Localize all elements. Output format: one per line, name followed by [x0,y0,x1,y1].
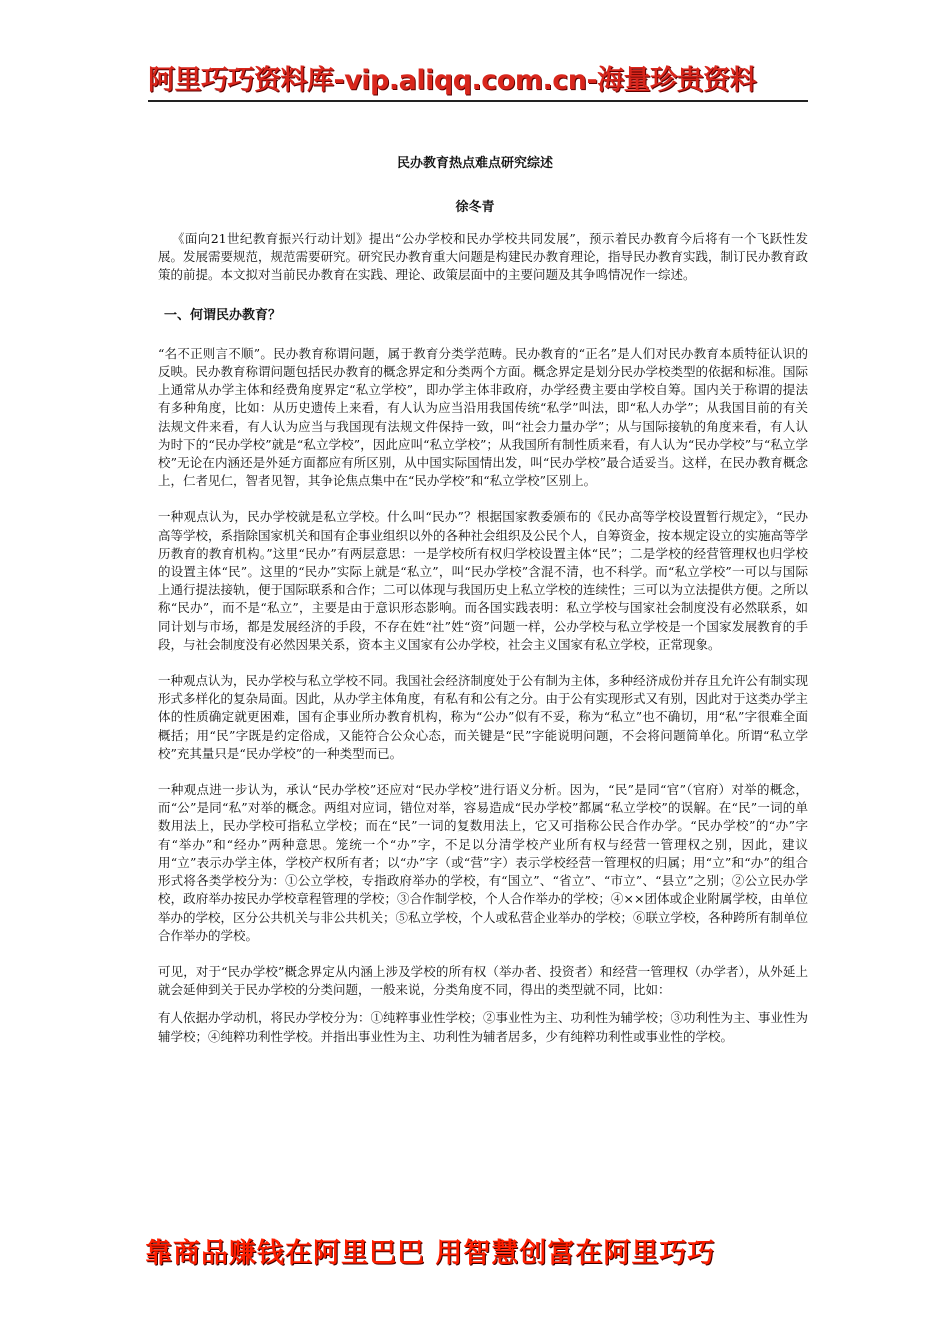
body-paragraph: 一种观点认为，民办学校与私立学校不同。我国社会经济制度处于公有制为主体，多种经济成份并存且允许公有制实现形式多样化的复杂局面。因此，从办学主体角度，有私有和公有之分。由于公有实现形式又有别，因此对于这类办学主体的性质确定就更困难，国有企事业所办教育机构，称为“公办”似有不妥，称为“私立”也不确切，用“私”字很难全面概括；用“民”字既是约定俗成，又能符合公众心态，而关键是“民”字能说明问题，不会将问题简单化。所谓“私立学校”充其量只是“民办学校”的一种类型而已。 [158,673,809,761]
body-paragraph: 一种观点进一步认为，承认“民办学校”还应对“民办学校”进行语义分析。因为，“民”是同“官”（官府）对举的概念，而“公”是同“私”对举的概念。两组对应词，错位对举，容易造成“民办学校”都属“私立学校”的误解。在“民”一词的单数用法上，民办学校可指私立学校；而在“民”一词的复数用法上，它又可指称公民合作办学。“民办学校”的“办”字有“举办”和“经办”两种意思。笼统一个“办”字，不足以分清学校产业所有权与经营一管理权之别，因此，建议用“立”表示办学主体，学校产权所有者；以“办”字（或“营”字）表示学校经营一管理权的归属；用“立”和“办”的组合形式将各类学校分为：①公立学校，专指政府举办的学校，有“国立”、“省立”、“市立”、“县立”之别；②公立民办学校，政府举办按民办学校章程管理的学校；③合作制学校，个人合作举办的学校；④××团体或企业附属学校，由单位举办的学校，区分公共机关与非公共机关；⑤私立学校，个人或私营企业举办的学校；⑥联立学校，各种跨所有制单位合作举办的学校。 [158,782,809,943]
header-banner: 阿里巧巧资料库-vip.aliqq.com.cn-海量珍贵资料 [148,65,757,96]
body-paragraph: 可见，对于“民办学校”概念界定从内涵上涉及学校的所有权（举办者、投资者）和经营一管理权（办学者），从外延上就会延伸到关于民办学校的分类问题，一般来说，分类角度不同，得出的类型就不同，比如： [158,963,808,998]
body-paragraph: 有人依据办学动机，将民办学校分为：①纯粹事业性学校；②事业性为主、功利性为辅学校；③功利性为主、事业性为辅学校；④纯粹功利性学校。并指出事业性为主、功利性为辅者居多，少有纯粹功利性或事业性的学校。 [158,1010,809,1044]
document-body [158,230,808,1064]
header-divider [148,100,808,102]
document-author: 徐冬青 [455,200,495,215]
intro-paragraph: 《面向21世纪教育振兴行动计划》提出“公办学校和民办学校共同发展”，预示着民办教育今后将有一个飞跃性发展。发展需要规范，规范需要研究。研究民办教育重大问题是构建民办教育理论，指导民办教育实践，制订民办教育政策的前提。本文拟对当前民办教育在实践、理论、政策层面中的主要问题及其争鸣情况作一综述。 [158,231,809,283]
body-paragraph: 一种观点认为，民办学校就是私立学校。什么叫“民办”？根据国家教委颁布的《民办高等学校设置暂行规定》，“民办高等学校，系指除国家机关和国有企事业组织以外的各种社会组织及公民个人，自筹资金，按本规定设立的实施高等学历教育的教育机构。”这里“民办”有两层意思：一是学校所有权归学校设置主体“民”；二是学校的经营管理权也归学校的设置主体“民”。这里的“民办”实际上就是“私立”，叫“民办学校”含混不清，也不科学。而“私立学校”一可以与国际上通行提法接轨，便于国际联系和合作；二可以体现与我国历史上私立学校的连续性；三可以为立法提供方便。之所以称“民办”，而不是“私立”，主要是由于意识形态影响。而各国实践表明：私立学校与国家社会制度没有必然联系，如同计划与市场，都是发展经济的手段，不存在姓“社”姓“资”问题一样，公办学校与私立学校是一个国家发展教育的手段，与社会制度没有必然因果关系，资本主义国家有公办学校，社会主义国家有私立学校，正常现象。 [158,509,809,652]
document-title: 民办教育热点难点研究综述 [396,156,553,171]
body-paragraph: “名不正则言不顺”。民办教育称谓问题，属于教育分类学范畴。民办教育的“正名”是人们对民办教育本质特征认识的反映。民办教育称谓问题包括民办教育的概念界定和分类两个方面。概念界定是划分民办学校类型的依据和标准。国际上通常从办学主体和经费角度界定“私立学校”，即办学主体非政府，办学经费主要由学校自筹。国内关于称谓的提法有多种角度，比如：从历史遗传上来看，有人认为应当沿用我国传统“私学”叫法，即“私人办学”；从我国目前的有关法规文件来看，有人认为应当与我国现有法规文件保持一致，叫“社会力量办学”；从与国际接轨的角度来看，有人认为时下的“民办学校”就是“私立学校”，因此应叫“私立学校”；从我国所有制性质来看，有人认为“民办学校”与“私立学校”无论在内涵还是外延方面都应有所区别，从中国实际国情出发，叫“民办学校”最合适妥当。这样，在民办教育概念上，仁者见仁，智者见智，其争论焦点集中在“民办学校”和“私立学校”区别上。 [158,345,809,489]
section-heading: 一、何谓民办教育？ [164,307,282,323]
footer-banner: 靠商品赚钱在阿里巴巴 用智慧创富在阿里巧巧 [145,1238,716,1269]
